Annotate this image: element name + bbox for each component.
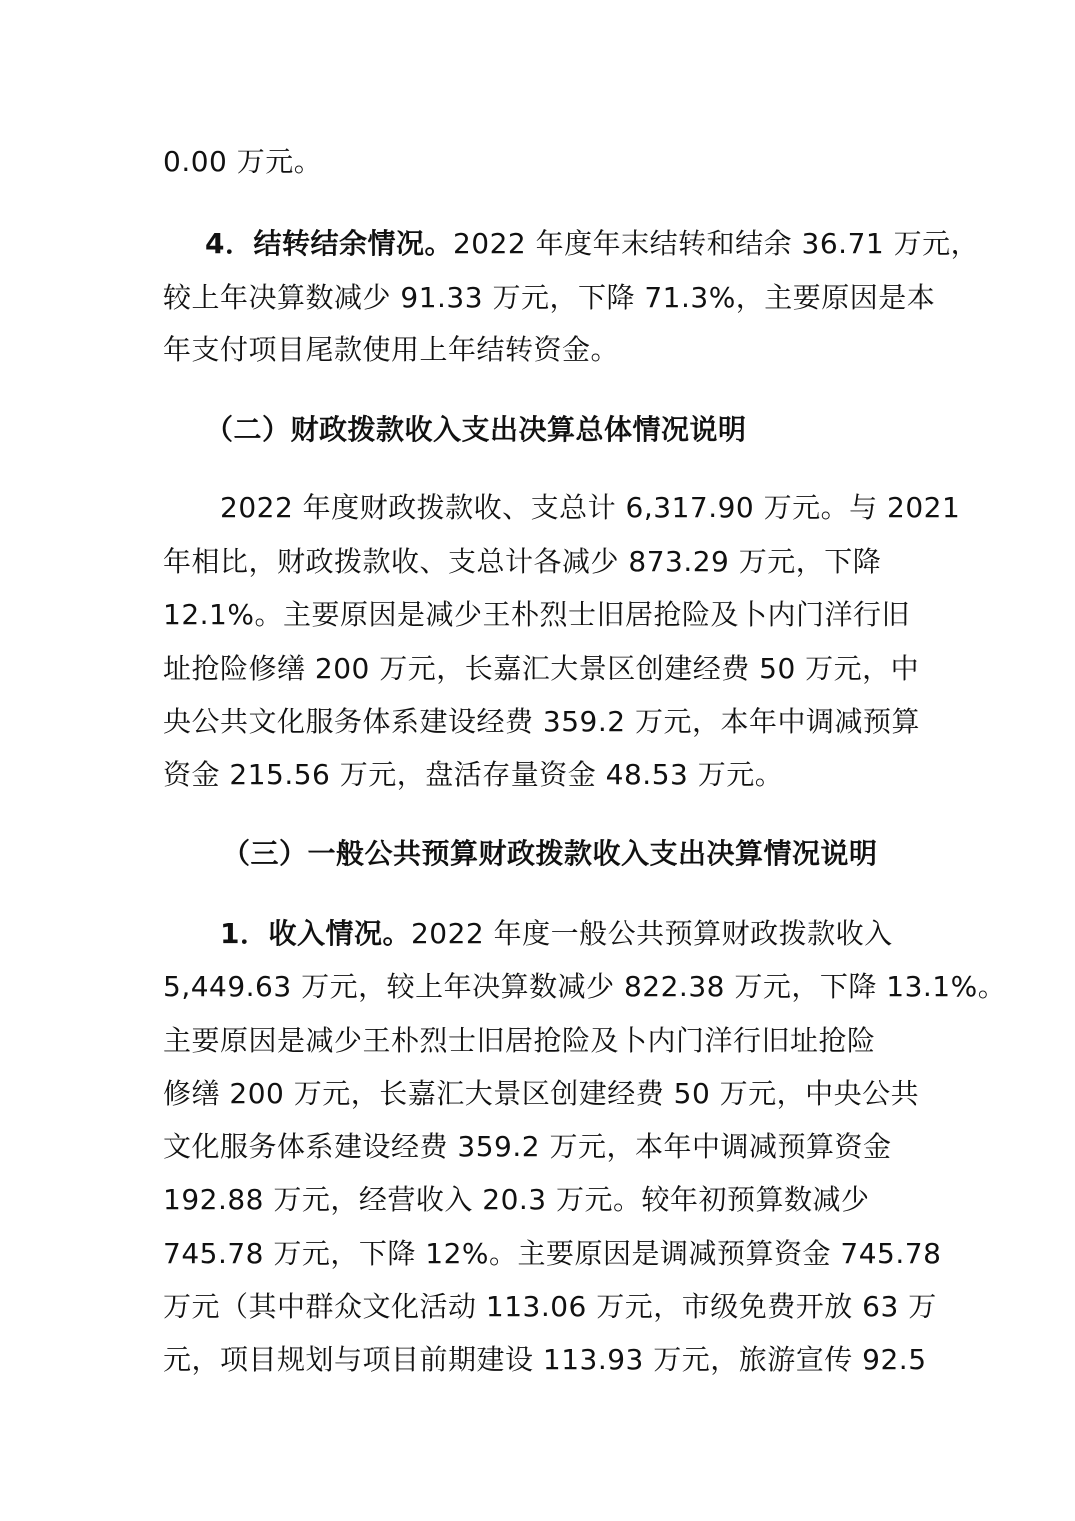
line-text: 2022 年度一般公共预算财政拨款收入 (410, 917, 893, 950)
section-heading-text: （三）一般公共预算财政拨款收入支出决算情况说明 (222, 837, 878, 870)
line-text: 年支付项目尾款使用上年结转资金。 (163, 333, 620, 366)
line-text: 2022 年度年末结转和结余 36.71 万元， (452, 227, 980, 260)
line-text: 址抢险修缮 200 万元，长嘉汇大景区创建经费 50 万元，中 (163, 652, 920, 685)
line-text: 主要原因是减少王朴烈士旧居抢险及卜内门洋行旧址抢险 (163, 1024, 876, 1057)
line-text: 745.78 万元，下降 12%。主要原因是调减预算资金 745.78 (163, 1237, 942, 1270)
text-line-15 (163, 1021, 923, 1061)
text-line-7 (163, 542, 923, 582)
text-line-11 (163, 755, 923, 795)
line-text: 5,449.63 万元，较上年决算数减少 822.38 万元，下降 13.1%。 (163, 970, 1007, 1003)
text-line-14 (163, 967, 1007, 1007)
item-4-heading: 4．结转结余情况。 (205, 227, 453, 260)
line-text: 0.00 万元。 (163, 145, 323, 178)
text-line-19 (163, 1234, 942, 1274)
text-line-3 (163, 278, 936, 318)
item-1-heading: 1．收入情况。 (220, 917, 411, 950)
text-line-13 (220, 914, 980, 954)
line-text: 万元（其中群众文化活动 113.06 万元，市级免费开放 63 万 (163, 1290, 937, 1323)
text-line-9 (163, 649, 923, 689)
text-line-8 (163, 595, 923, 635)
line-text: 2022 年度财政拨款收、支总计 6,317.90 万元。与 2021 (220, 491, 961, 524)
line-text: 12.1%。主要原因是减少王朴烈士旧居抢险及卜内门洋行旧 (163, 598, 910, 631)
text-line-4 (163, 330, 923, 370)
section-heading-3 (222, 834, 982, 874)
section-heading-2 (205, 410, 965, 450)
text-line-16 (163, 1074, 923, 1114)
text-line-18 (163, 1180, 923, 1220)
line-text: 资金 215.56 万元，盘活存量资金 48.53 万元。 (163, 758, 784, 791)
line-text: 年相比，财政拨款收、支总计各减少 873.29 万元，下降 (163, 545, 882, 578)
text-line-2 (205, 224, 980, 264)
text-line-21 (163, 1340, 927, 1380)
line-text: 192.88 万元，经营收入 20.3 万元。较年初预算数减少 (163, 1183, 870, 1216)
line-text: 元，项目规划与项目前期建设 113.93 万元，旅游宣传 92.5 (163, 1343, 927, 1376)
line-text: 央公共文化服务体系建设经费 359.2 万元，本年中调减预算 (163, 705, 920, 738)
line-text: 修缮 200 万元，长嘉汇大景区创建经费 50 万元，中央公共 (163, 1077, 920, 1110)
line-text: 文化服务体系建设经费 359.2 万元，本年中调减预算资金 (163, 1130, 892, 1163)
text-line-20 (163, 1287, 937, 1327)
text-line-17 (163, 1127, 923, 1167)
text-line-10 (163, 702, 923, 742)
text-line-1 (163, 142, 923, 182)
text-line-6 (220, 488, 980, 528)
line-text: 较上年决算数减少 91.33 万元，下降 71.3%，主要原因是本 (163, 281, 936, 314)
section-heading-text: （二）财政拨款收入支出决算总体情况说明 (205, 413, 747, 446)
